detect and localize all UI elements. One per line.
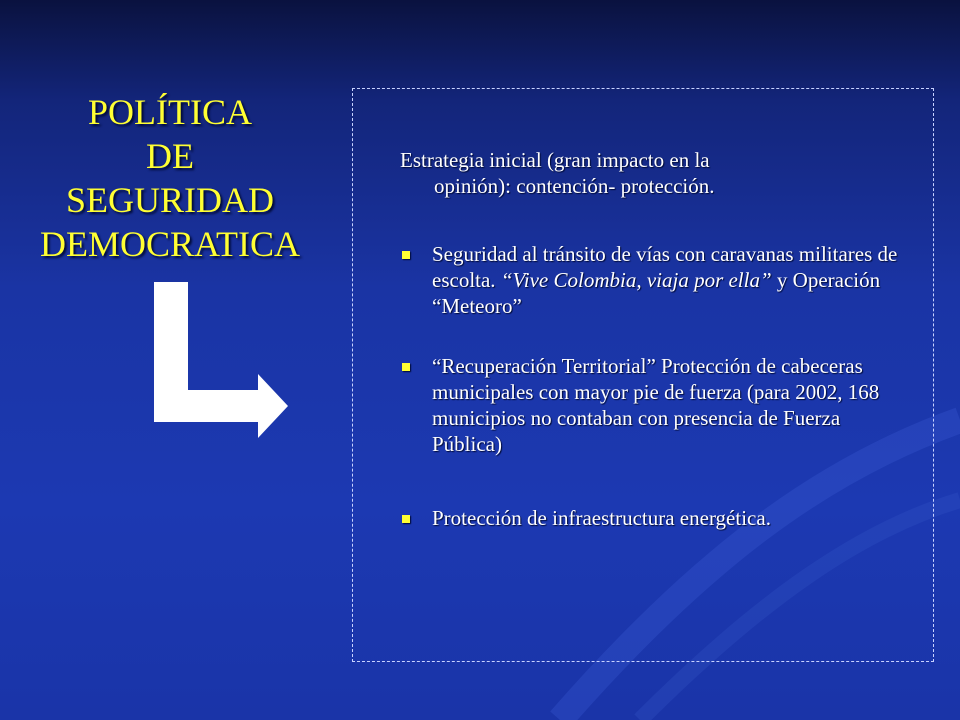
square-bullet-icon xyxy=(402,363,410,371)
bullet-list xyxy=(400,241,900,565)
list-item xyxy=(400,353,900,457)
bullet-2-text: “Recuperación Territorial” Protección de cabeceras municipales con mayor pie de fuerza (para 2002, 168 municipios no contaban con presencia de Fuerza Pública) xyxy=(432,354,880,456)
list-item xyxy=(400,241,900,319)
bullet-1-quote: “Vive Colombia, viaja por ella” xyxy=(500,268,772,292)
intro-line-1: Estrategia inicial (gran impacto en la xyxy=(400,148,710,172)
intro-line-2: opinión): contención- protección. xyxy=(434,174,715,198)
list-item xyxy=(400,505,900,531)
square-bullet-icon xyxy=(402,251,410,259)
bullet-1-tail: y Operación “Meteoro” xyxy=(432,268,881,318)
down-right-elbow-arrow-icon xyxy=(150,278,295,443)
title-line-2: DE xyxy=(146,136,194,176)
title-line-1: POLÍTICA xyxy=(88,92,252,132)
square-bullet-icon xyxy=(402,515,410,523)
title-line-3: SEGURIDAD xyxy=(65,180,274,220)
bullet-3-text: Protección de infraestructura energética. xyxy=(432,506,771,530)
title-line-4: DEMOCRATICA xyxy=(39,224,300,264)
intro-text xyxy=(400,147,900,199)
bullet-1-text: Seguridad al tránsito de vías con caravanas militares de escolta. xyxy=(432,242,898,292)
slide-title xyxy=(20,90,320,266)
